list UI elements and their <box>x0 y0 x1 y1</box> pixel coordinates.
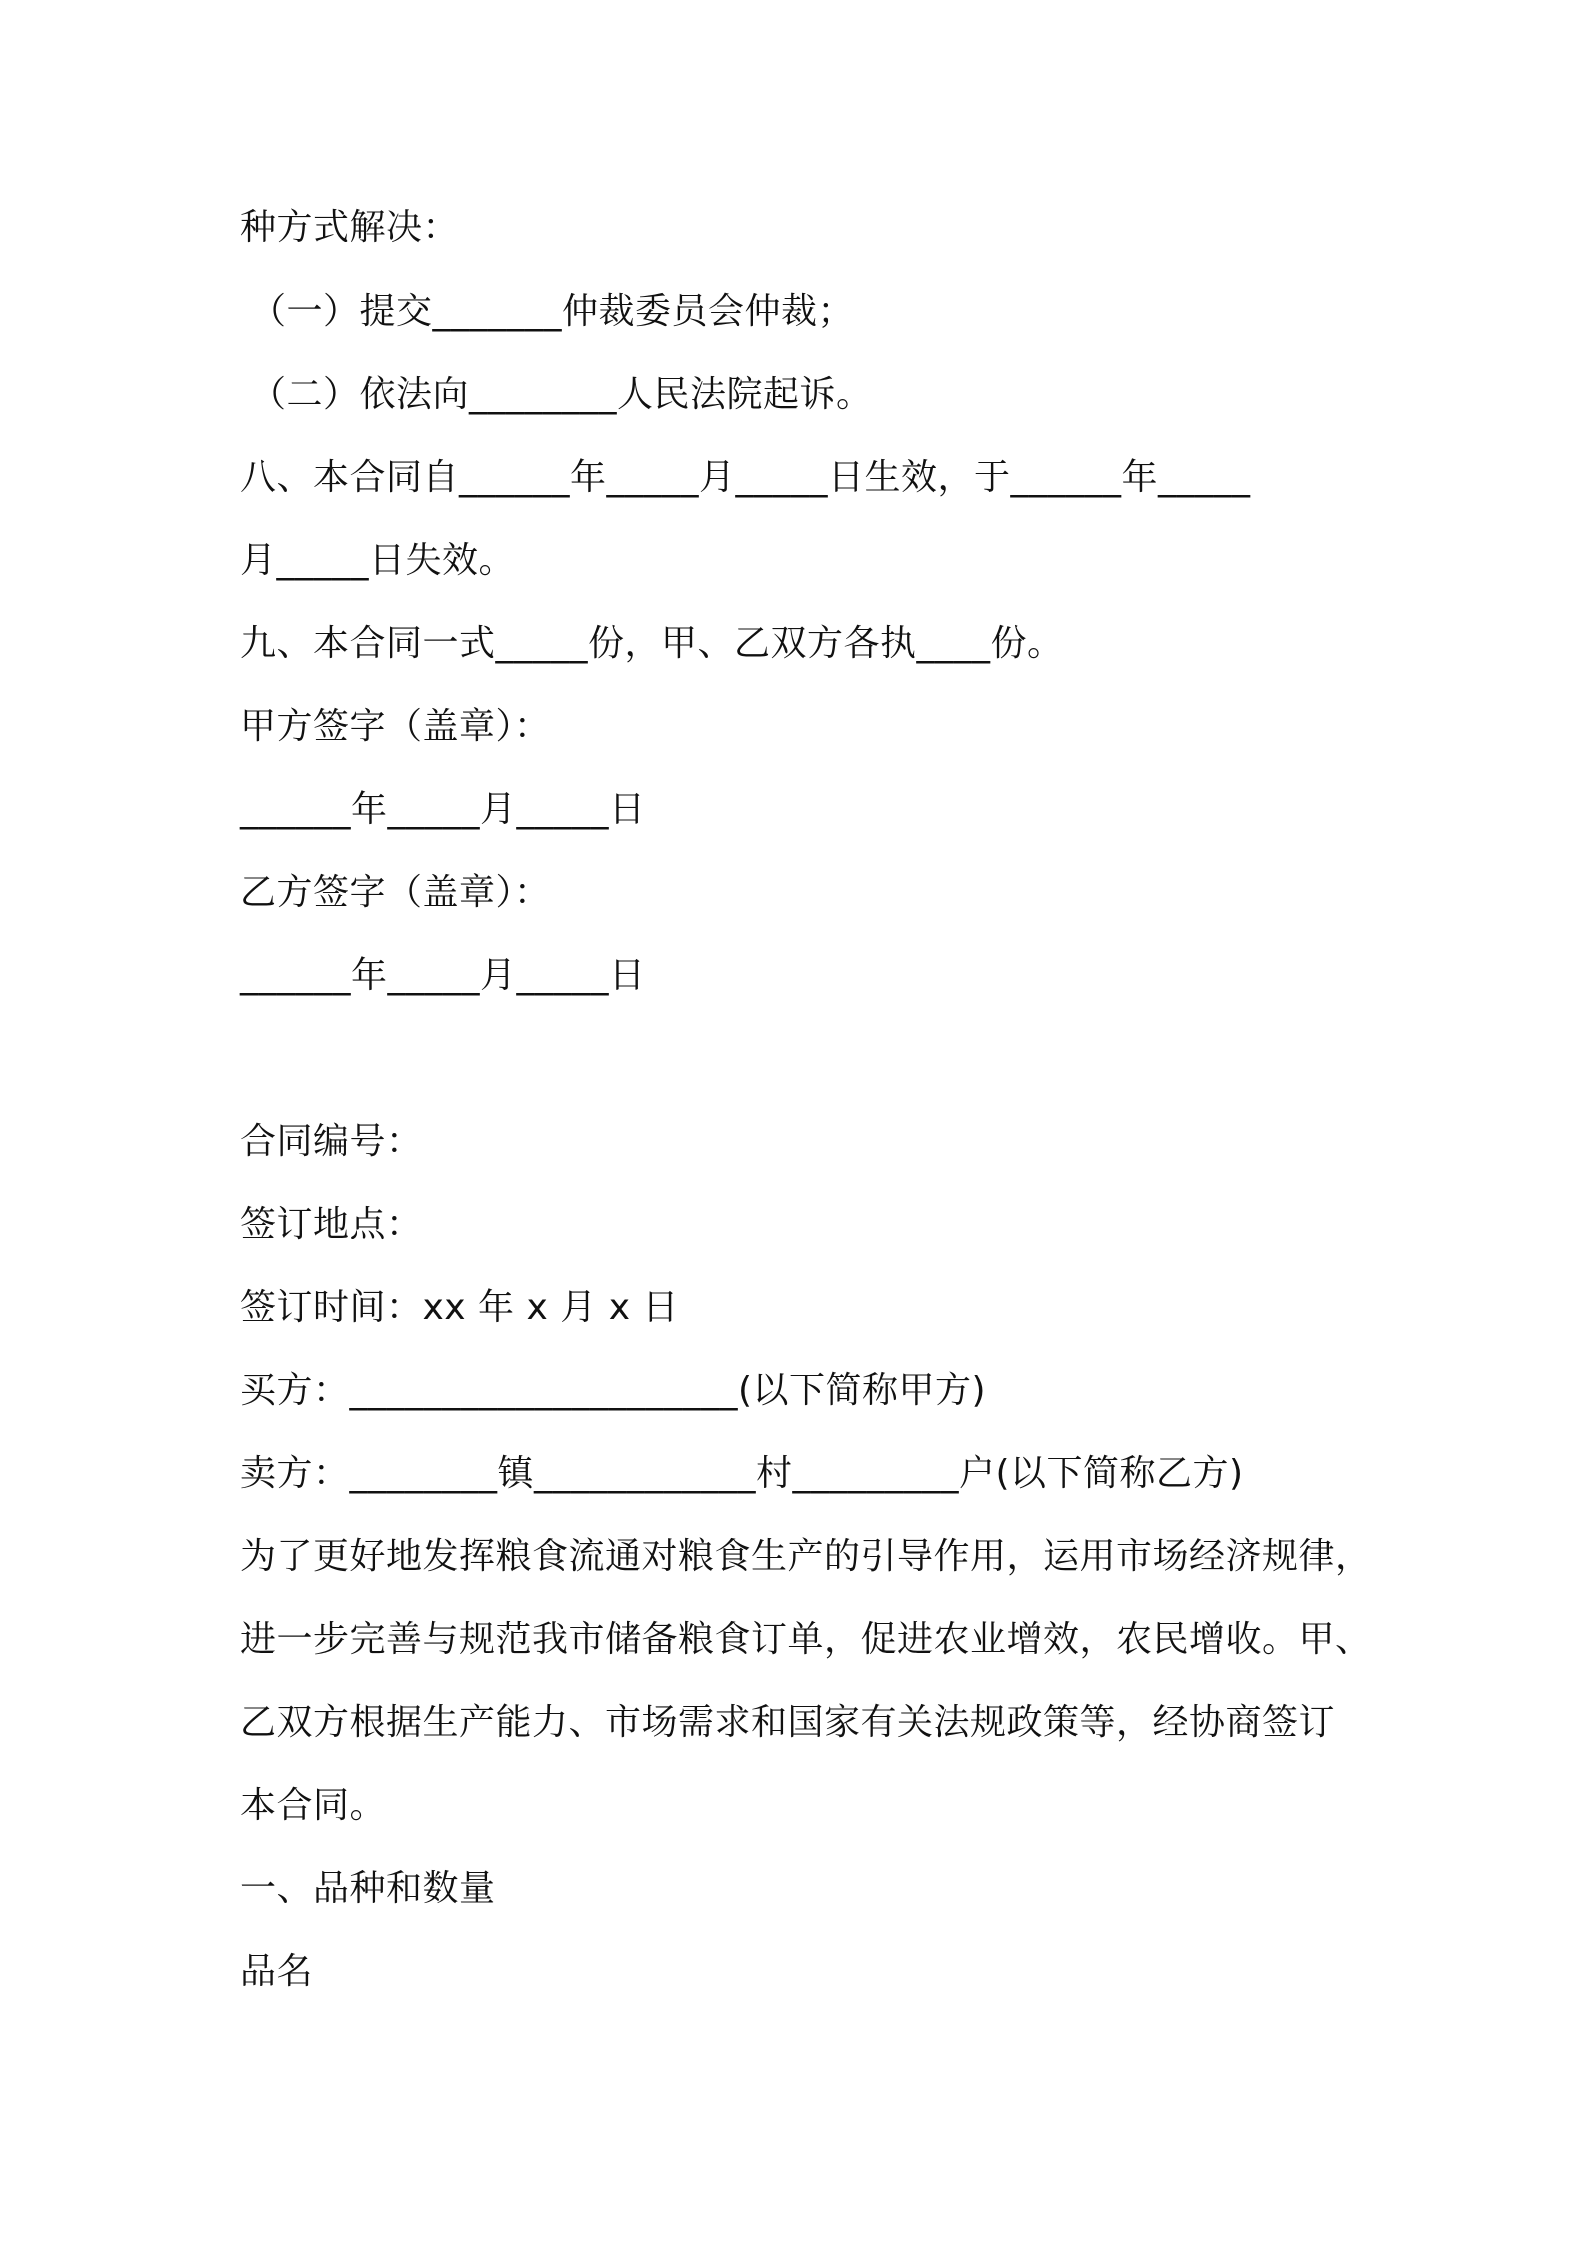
party-a-signature-date: ______年_____月_____日 <box>240 789 646 830</box>
preamble-line-1: 为了更好地发挥粮食流通对粮食生产的引导作用，运用市场经济规律， <box>240 1536 1372 1577</box>
buyer-line: 买方：_____________________(以下简称甲方) <box>240 1370 987 1411</box>
preamble-line-3: 乙双方根据生产能力、市场需求和国家有关法规政策等，经协商签订 <box>240 1702 1336 1743</box>
preamble-line-2: 进一步完善与规范我市储备粮食订单，促进农业增效，农民增收。甲、 <box>240 1619 1372 1660</box>
litigation-option: （二）依法向________人民法院起诉。 <box>250 374 873 415</box>
preamble-line-4: 本合同。 <box>240 1785 387 1826</box>
seller-line: 卖方：________镇____________村_________户(以下简称乙方) <box>240 1453 1244 1494</box>
clause-8-expiry-date: 月_____日失效。 <box>240 540 516 581</box>
section-1-heading: 一、品种和数量 <box>240 1868 496 1909</box>
dispute-resolution-intro: 种方式解决： <box>240 207 460 248</box>
product-name-label: 品名 <box>240 1951 314 1992</box>
signing-time-label: 签订时间：xx 年 x 月 x 日 <box>240 1287 679 1328</box>
party-a-signature-label: 甲方签字（盖章）： <box>240 706 551 747</box>
party-b-signature-label: 乙方签字（盖章）： <box>240 872 551 913</box>
clause-8-effective-date: 八、本合同自______年_____月_____日生效，于______年_____ <box>240 457 1251 498</box>
clause-9-copies: 九、本合同一式_____份，甲、乙双方各执____份。 <box>240 623 1064 664</box>
contract-number-label: 合同编号： <box>240 1121 423 1162</box>
signing-place-label: 签订地点： <box>240 1204 423 1245</box>
party-b-signature-date: ______年_____月_____日 <box>240 955 646 996</box>
arbitration-option: （一）提交_______仲裁委员会仲裁； <box>250 291 855 332</box>
